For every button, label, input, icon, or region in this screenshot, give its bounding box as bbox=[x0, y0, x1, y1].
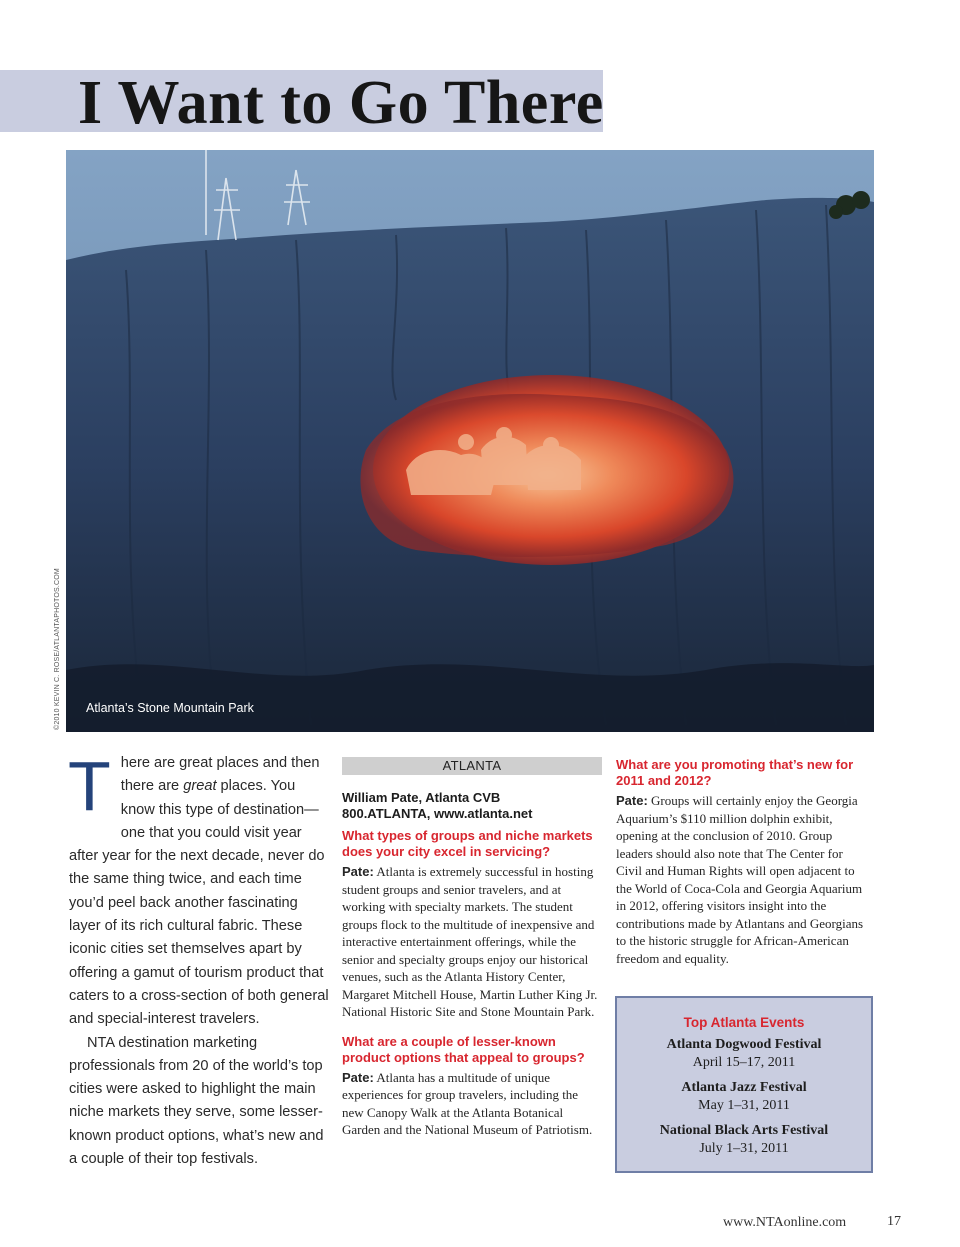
event-name: Atlanta Jazz Festival bbox=[681, 1080, 807, 1095]
respondent-label: Pate: bbox=[616, 793, 648, 808]
page-number: 17 bbox=[887, 1214, 901, 1229]
intro-emphasis: great bbox=[183, 778, 217, 795]
answer-1 bbox=[342, 863, 602, 1021]
photo-credit: ©2010 KEVIN C. ROSE/ATLANTAPHOTOS.COM bbox=[54, 568, 61, 730]
answer-3-text: Groups will certainly enjoy the Georgia Aquarium’s $110 million dolphin exhibit, opening at the conclusion of 2010. Group leaders should also note that The Center for Civil and Human Rights will open adjacent to the World of Coca-Cola and Georgia Aquarium in 2012, offering visitors insight into the contributions made by Atlantans and Georgians to the historic struggle for African-American freedom and equality. bbox=[616, 793, 864, 966]
stone-mountain-photo bbox=[66, 150, 874, 732]
contact-name: William Pate, Atlanta CVB bbox=[342, 790, 501, 805]
answer-1-text: Atlanta is extremely successful in hosting student groups and senior travelers, and at working with specialty markets. The student groups flock to the multitude of inexpensive and interactive entertainment offerings, while the senior and specialty groups enjoy our historical venues, such as the Atlanta History Center, Margaret Mitchell House, Martin Luther King Jr. National Historic Site and Stone Mountain Park. bbox=[342, 864, 598, 1019]
stone-mountain-illustration bbox=[66, 150, 874, 732]
event-date: May 1–31, 2011 bbox=[698, 1098, 790, 1113]
drop-cap: T bbox=[68, 747, 111, 825]
event-date: April 15–17, 2011 bbox=[692, 1055, 796, 1070]
event-name: Atlanta Dogwood Festival bbox=[666, 1037, 822, 1052]
event-name: National Black Arts Festival bbox=[659, 1123, 829, 1138]
question-2: What are a couple of lesser-known product options that appeal to groups? bbox=[342, 1033, 585, 1065]
event-item bbox=[617, 1122, 871, 1158]
contact-block bbox=[342, 790, 602, 822]
answer-2 bbox=[342, 1069, 602, 1139]
answer-3 bbox=[616, 792, 868, 967]
photo-caption: Atlanta’s Stone Mountain Park bbox=[86, 701, 254, 715]
city-header: ATLANTA bbox=[342, 757, 602, 775]
intro-paragraph-2: NTA destination marketing professionals from 20 of the world’s top cities were asked to highlight the main niche markets they serve, some lesser-known product options, what’s new and a couple of their top festivals. bbox=[69, 1034, 324, 1168]
respondent-label: Pate: bbox=[342, 1069, 374, 1085]
intro-column bbox=[68, 747, 329, 1171]
events-title: Top Atlanta Events bbox=[683, 1015, 805, 1030]
footer-website: www.NTAonline.com bbox=[723, 1215, 847, 1230]
qa-column-2 bbox=[616, 757, 868, 967]
respondent-label: Pate: bbox=[342, 864, 374, 879]
intro-paragraph-1 bbox=[68, 747, 329, 1032]
intro-text-2: places. You know this type of destination—one that you could visit year after year for the next decade, never do the same thing twice, and each time you’d peel back another fascinating layer of its rich cultural fabric. These iconic cities set themselves apart by offering a gamut of tourism product that caters to a cross-section of both general and special-interest travelers. bbox=[69, 778, 329, 1028]
intro-text-1: here are great places and then there are bbox=[120, 755, 320, 795]
qa-column-1 bbox=[342, 757, 602, 1139]
event-item bbox=[617, 1079, 871, 1115]
question-3: What are you promoting that’s new for 2011 and 2012? bbox=[616, 757, 854, 788]
event-item bbox=[617, 1036, 871, 1072]
contact-info: 800.ATLANTA, www.atlanta.net bbox=[342, 806, 533, 821]
question-1: What types of groups and niche markets does your city excel in servicing? bbox=[342, 828, 593, 859]
answer-2-text: Atlanta has a multitude of unique experiences for group travelers, including the new Canopy Walk at the Atlanta Botanical Garden and the National Museum of Patriotism. bbox=[342, 1069, 593, 1137]
event-date: July 1–31, 2011 bbox=[699, 1141, 789, 1156]
page-title: I Want to Go There bbox=[78, 69, 604, 137]
tree-line bbox=[66, 663, 874, 732]
top-events-box bbox=[615, 996, 873, 1173]
